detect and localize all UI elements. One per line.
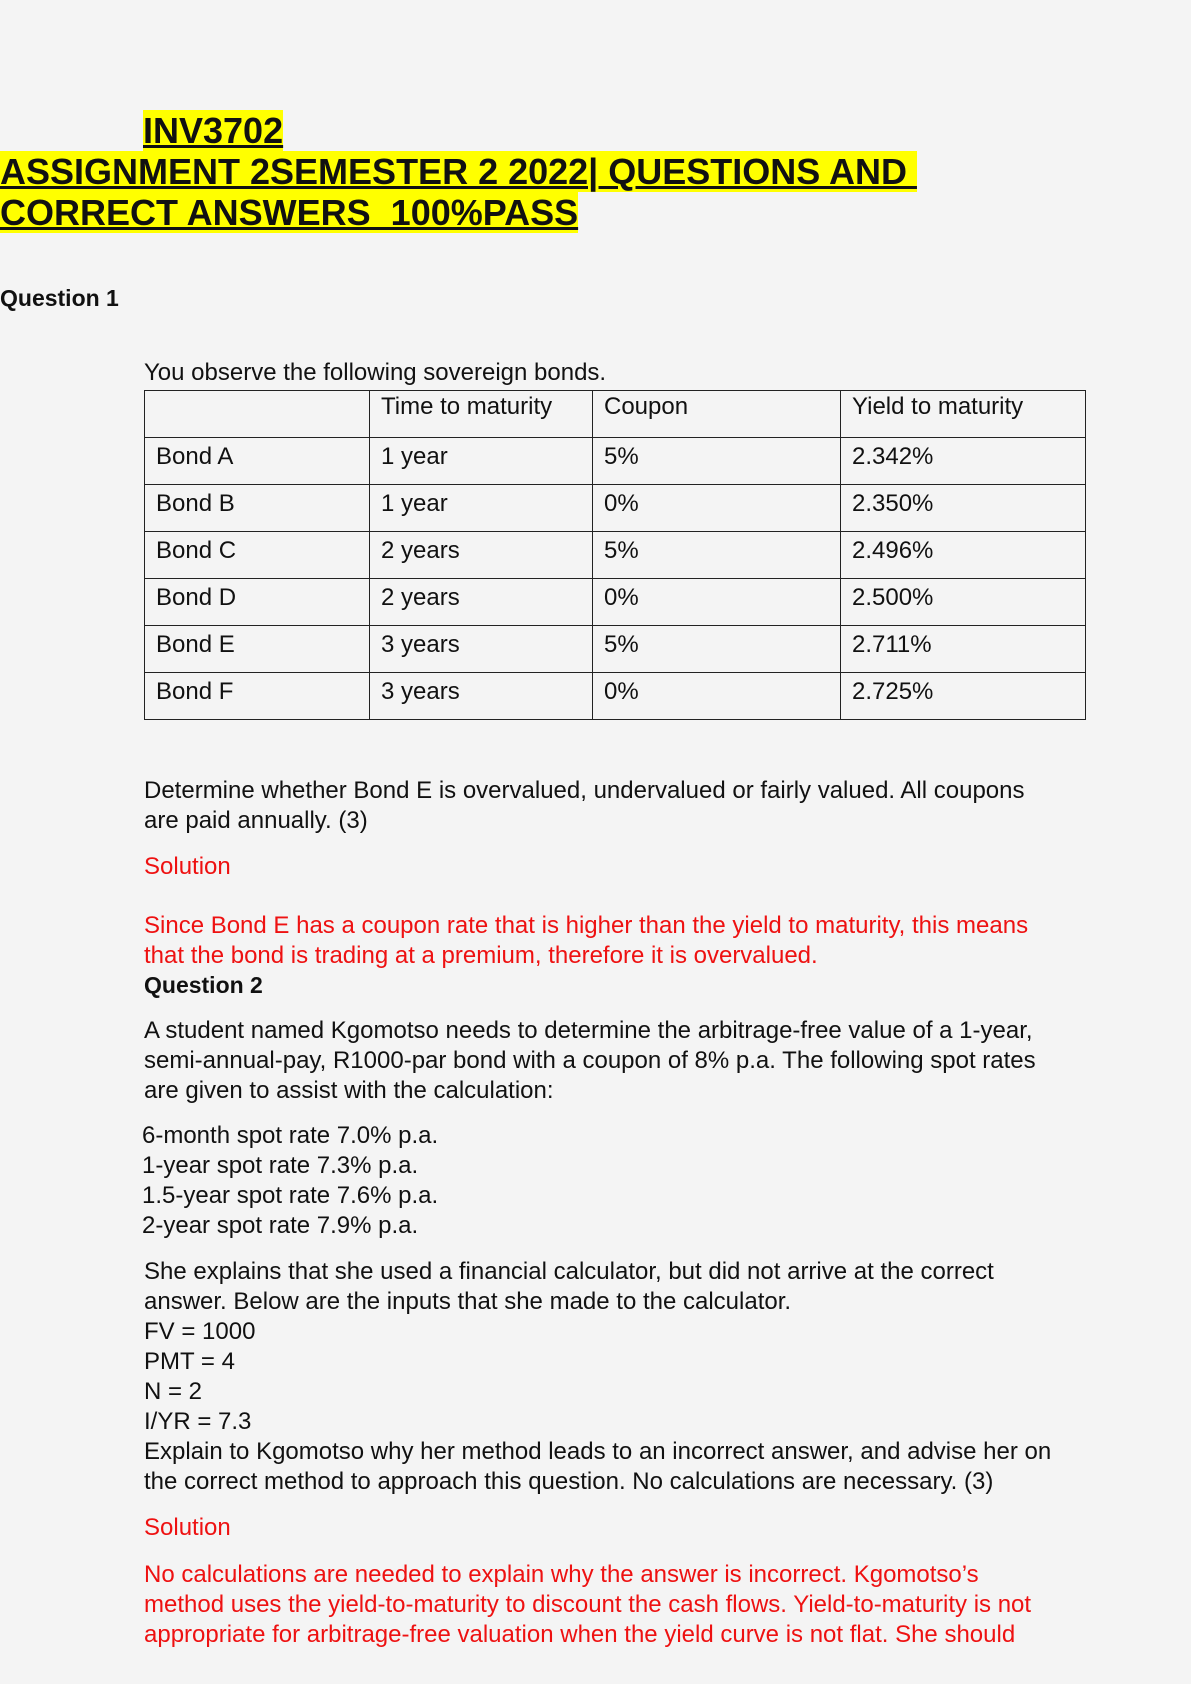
table-row xyxy=(145,438,1086,485)
table-cell: Bond A xyxy=(145,438,370,485)
table-cell: 2 years xyxy=(370,579,593,626)
table-row xyxy=(145,485,1086,532)
list-item: 6-month spot rate 7.0% p.a. xyxy=(142,1122,439,1149)
table-cell: Bond D xyxy=(145,579,370,626)
title-line-3: CORRECT ANSWERS 100%PASS xyxy=(0,192,579,233)
table-row xyxy=(145,626,1086,673)
table-cell: 1 year xyxy=(370,485,593,532)
question-2-paragraph-2: She explains that she used a financial calculator, but did not arrive at the correct answer. Below are the inputs that she made to the calculator. FV = 1000 PMT = 4 N = 2 I/YR = 7.3 Explain to Kgomotso why her method leads to an incorrect answer, and advise her on the correct method to approach this question. No calculations are necessary. (3) xyxy=(144,1257,1084,1497)
question-2-paragraph-1: A student named Kgomotso needs to determine the arbitrage-free value of a 1-year, semi-annual-pay, R1000-par bond with a coupon of 8% p.a. The following spot rates are given to assist with the calculation: xyxy=(144,1017,1036,1104)
list-item: N = 2 xyxy=(144,1378,203,1405)
list-item: 1-year spot rate 7.3% p.a. xyxy=(142,1152,419,1179)
document-title xyxy=(0,110,917,233)
title-line-1: INV3702 xyxy=(143,110,284,151)
bonds-table xyxy=(144,390,1086,720)
question-2-solution: No calculations are needed to explain why the answer is incorrect. Kgomotso’s method uses the yield-to-maturity to discount the cash flows. Yield-to-maturity is not appropriate for arbitrage-free valuation when the yield curve is not flat. She should xyxy=(144,1561,1032,1648)
table-cell: 2.500% xyxy=(841,579,1086,626)
table-cell: 2 years xyxy=(370,532,593,579)
table-cell: 2.342% xyxy=(841,438,1086,485)
list-item: 1.5-year spot rate 7.6% p.a. xyxy=(142,1182,439,1209)
list-item: I/YR = 7.3 xyxy=(144,1408,252,1435)
list-item: FV = 1000 xyxy=(144,1318,256,1345)
question-2-solution-label: Solution xyxy=(144,1514,231,1541)
table-cell: 0% xyxy=(593,673,841,720)
table-cell: 2.711% xyxy=(841,626,1086,673)
question-1-intro: You observe the following sovereign bonds. xyxy=(144,359,607,386)
table-cell: 2.496% xyxy=(841,532,1086,579)
question-1-label: Question 1 xyxy=(0,285,119,311)
table-header-cell: Yield to maturity xyxy=(841,391,1086,438)
title-line-2: ASSIGNMENT 2SEMESTER 2 2022| QUESTIONS AND xyxy=(0,151,917,192)
table-cell: 3 years xyxy=(370,626,593,673)
table-cell: 0% xyxy=(593,485,841,532)
question-1-solution-label: Solution xyxy=(144,853,231,880)
table-header-cell xyxy=(145,391,370,438)
table-cell: 5% xyxy=(593,532,841,579)
table-cell: 5% xyxy=(593,438,841,485)
table-cell: Bond C xyxy=(145,532,370,579)
table-header-cell: Time to maturity xyxy=(370,391,593,438)
table-row xyxy=(145,532,1086,579)
table-cell: Bond E xyxy=(145,626,370,673)
question-2-label: Question 2 xyxy=(144,972,263,998)
table-cell: 1 year xyxy=(370,438,593,485)
table-header-cell: Coupon xyxy=(593,391,841,438)
table-cell: Bond B xyxy=(145,485,370,532)
table-row xyxy=(145,579,1086,626)
table-cell: 3 years xyxy=(370,673,593,720)
question-1-solution: Since Bond E has a coupon rate that is higher than the yield to maturity, this means that the bond is trading at a premium, therefore it is overvalued. xyxy=(144,912,1029,969)
table-row xyxy=(145,673,1086,720)
table-header-row xyxy=(145,391,1086,438)
list-item: 2-year spot rate 7.9% p.a. xyxy=(142,1212,419,1239)
table-cell: Bond F xyxy=(145,673,370,720)
table-cell: 5% xyxy=(593,626,841,673)
question-1-prompt: Determine whether Bond E is overvalued, undervalued or fairly valued. All coupons are paid annually. (3) xyxy=(144,777,1025,834)
table-cell: 0% xyxy=(593,579,841,626)
list-item: PMT = 4 xyxy=(144,1348,235,1375)
table-cell: 2.350% xyxy=(841,485,1086,532)
table-cell: 2.725% xyxy=(841,673,1086,720)
spot-rates-list xyxy=(142,1121,1082,1241)
